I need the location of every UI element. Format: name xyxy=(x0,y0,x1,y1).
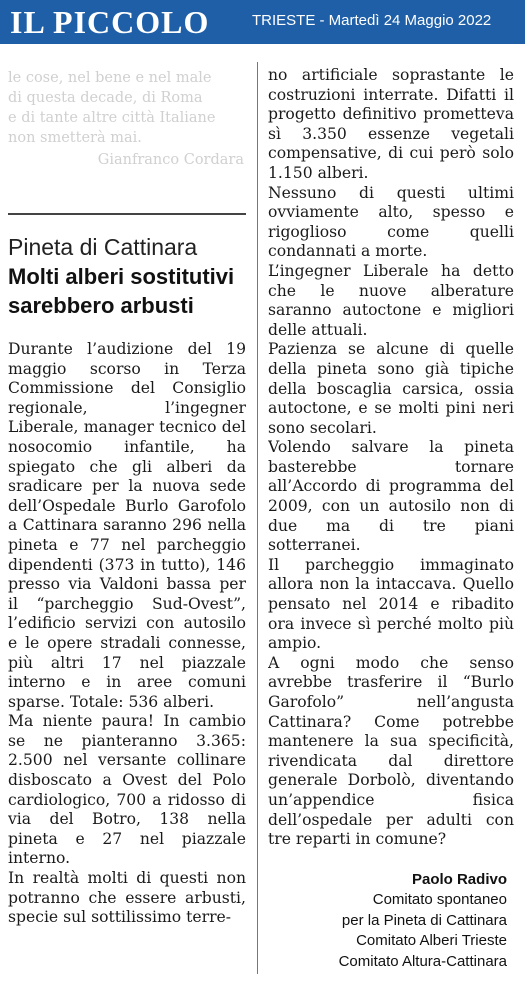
article-headline: Molti alberi sostitutivi sarebbero arbusti xyxy=(8,264,235,318)
article-kicker: Pineta di Cattinara xyxy=(8,234,198,260)
dateline: TRIESTE - Martedì 24 Maggio 2022 xyxy=(252,12,492,29)
letter-signature xyxy=(267,870,507,972)
paragraph: no artificiale soprastante le costruzioni interrate. Difatti il progetto definitivo prometteva sì 3.350 essenze vegetali compensative, di cui però solo 1.150 alberi. xyxy=(268,66,514,182)
paragraph: L’ingegner Liberale ha detto che le nuove alberature saranno autoctone e migliori delle attuali. xyxy=(268,261,514,339)
masthead xyxy=(0,0,525,44)
author-name: Paolo Radivo xyxy=(411,871,507,888)
previous-article-tail xyxy=(8,68,244,176)
faded-line: le cose, nel bene e nel male xyxy=(8,70,212,86)
affiliation: Comitato Altura-Cattinara xyxy=(338,952,507,970)
paragraph: Il parcheggio immaginato allora non la intaccava. Quello pensato nel 2014 e ribadito ora invece sì perché molto più ampio. xyxy=(268,555,514,653)
article-column-left xyxy=(8,340,246,976)
paragraph: Pazienza se alcune di quelle della pineta sono già tipiche della boscaglia carsica, ossia autoctone, e se molti pini neri sono secolari. xyxy=(268,340,514,437)
faded-signature: Gianfranco Cordara xyxy=(97,152,244,168)
article-column-right xyxy=(268,66,514,868)
faded-line: di questa decade, di Roma xyxy=(8,90,203,106)
section-divider xyxy=(8,213,246,215)
paragraph: Ma niente paura! In cambio se ne pianteranno 3.365: 2.500 nel versante collinare disboscato a Ovest del Polo cardiologico, 700 a ridosso di via del Botro, 138 nella pineta e 27 nel piazzale interno. xyxy=(8,712,246,868)
paragraph: Durante l’audizione del 19 maggio scorso in Terza Commissione del Consiglio regionale, l’ingegner Liberale, manager tecnico del nosocomio infantile, ha spiegato che gli alberi da sradicare per la nuova sede dell’Ospedale Burlo Garofolo a Cattinara saranno 296 nella pineta e 77 nel parcheggio dipendenti (373 in tutto), 146 presso via Valdoni bassa per il “parcheggio Sud-Ovest”, l’edificio servizi con autosilo e le opere stradali connesse, più altri 17 nel piazzale interno e in aree comuni sparse. Totale: 536 alberi. xyxy=(8,340,246,711)
affiliation: Comitato spontaneo xyxy=(372,891,507,908)
paragraph: Volendo salvare la pineta basterebbe tornare all’Accordo di programma del 2009, con un autosilo non di due ma di tre piani sotterranei. xyxy=(268,438,514,555)
affiliation: per la Pineta di Cattinara xyxy=(341,911,507,929)
paragraph: In realtà molti di questi non potranno che essere arbusti, specie sul sottilissimo terre- xyxy=(8,869,246,927)
newspaper-logo: IL PICCOLO xyxy=(10,3,210,40)
column-divider xyxy=(257,62,258,974)
affiliation: Comitato Alberi Trieste xyxy=(356,932,507,949)
paragraph: A ogni modo che senso avrebbe trasferire il “Burlo Garofolo” nell’angusta Cattinara? Come potrebbe mantenere la sua specificità, rivendicata dal direttore generale Dorbolò, diventando un’appendice fisica dell’ospedale per adulti con tre reparti in comune? xyxy=(268,653,514,849)
faded-line: non smetterà mai. xyxy=(8,130,142,146)
faded-line: e di tante altre città Italiane xyxy=(8,110,216,126)
paragraph: Nessuno di questi ultimi ovviamente alto, spesso e rigoglioso come quelli condannati a morte. xyxy=(268,183,514,261)
